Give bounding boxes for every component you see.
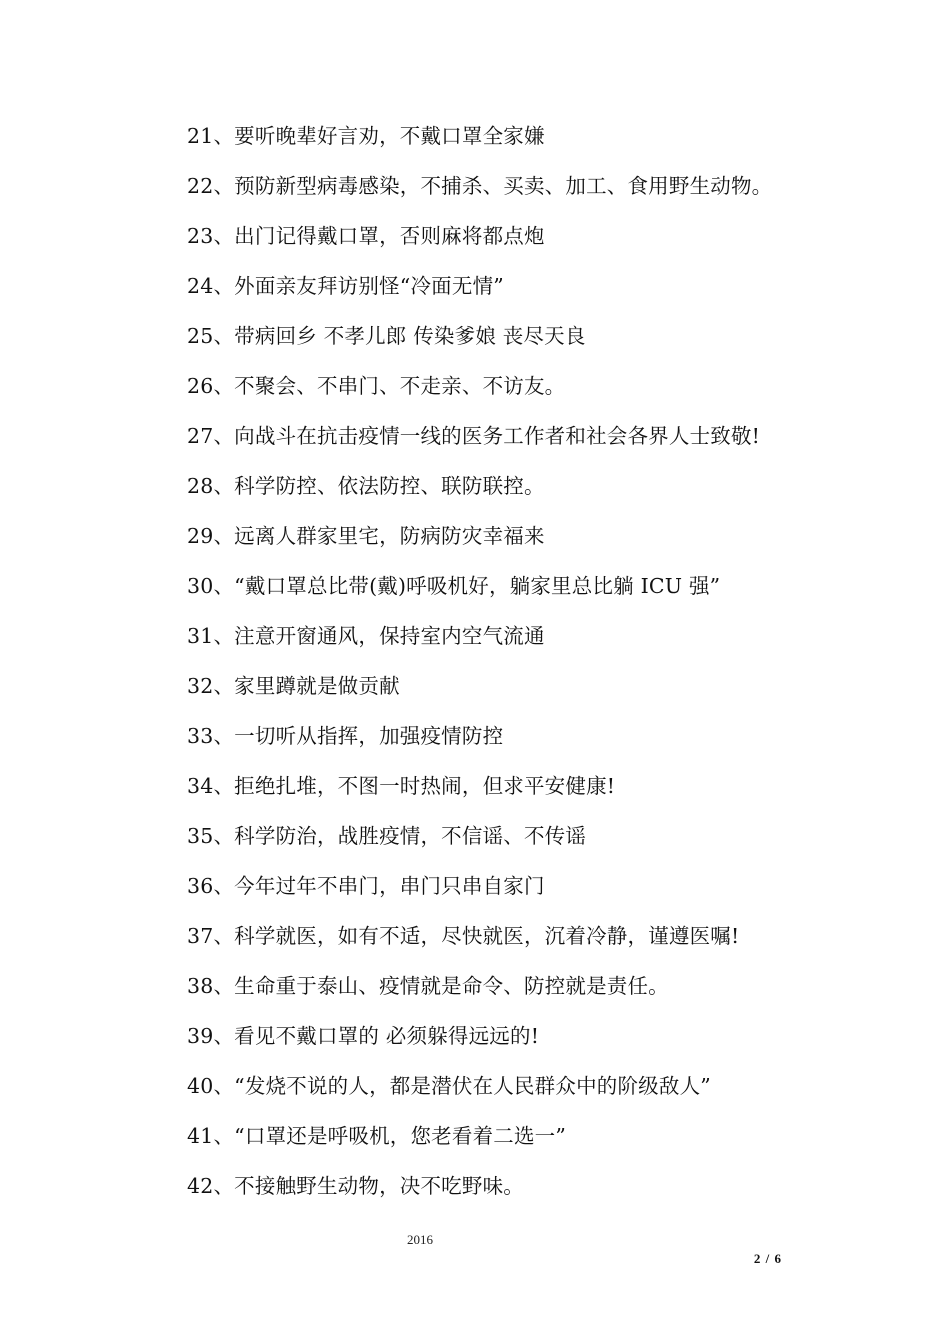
list-item: 36、今年过年不串门，串门只串自家门 xyxy=(187,874,545,898)
list-item: 30、“戴口罩总比带(戴)呼吸机好，躺家里总比躺 ICU 强” xyxy=(187,574,721,598)
list-item: 33、一切听从指挥，加强疫情防控 xyxy=(187,724,504,748)
list-item: 40、“发烧不说的人，都是潜伏在人民群众中的阶级敌人” xyxy=(187,1074,711,1098)
list-item: 26、不聚会、不串门、不走亲、不访友。 xyxy=(187,374,566,398)
list-item: 39、看见不戴口罩的 必须躲得远远的! xyxy=(187,1024,540,1048)
list-item: 24、外面亲友拜访别怪“冷面无情” xyxy=(187,274,504,298)
slogan-list xyxy=(187,118,887,1218)
list-item: 27、向战斗在抗击疫情一线的医务工作者和社会各界人士致敬! xyxy=(187,424,761,448)
list-item: 25、带病回乡 不孝儿郎 传染爹娘 丧尽天良 xyxy=(187,324,586,348)
list-item: 28、科学防控、依法防控、联防联控。 xyxy=(187,474,545,498)
list-item: 21、要听晚辈好言劝，不戴口罩全家嫌 xyxy=(187,124,545,148)
list-item: 42、不接触野生动物，决不吃野味。 xyxy=(187,1174,524,1198)
list-item: 41、“口罩还是呼吸机，您老看着二选一” xyxy=(187,1124,567,1148)
list-item: 23、出门记得戴口罩，否则麻将都点炮 xyxy=(187,224,545,248)
list-item: 29、远离人群家里宅，防病防灾幸福来 xyxy=(187,524,545,548)
page-number: 2 / 6 xyxy=(753,1251,782,1266)
list-item: 22、预防新型病毒感染，不捕杀、买卖、加工、食用野生动物。 xyxy=(187,174,773,198)
footer-year: 2016 xyxy=(407,1232,433,1247)
list-item: 35、科学防治，战胜疫情，不信谣、不传谣 xyxy=(187,824,587,848)
list-item: 31、注意开窗通风，保持室内空气流通 xyxy=(187,624,545,648)
list-item: 34、拒绝扎堆，不图一时热闹，但求平安健康! xyxy=(187,774,616,798)
list-item: 38、生命重于泰山、疫情就是命令、防控就是责任。 xyxy=(187,974,669,998)
list-item: 32、家里蹲就是做贡献 xyxy=(187,674,400,698)
list-item: 37、科学就医，如有不适，尽快就医，沉着冷静，谨遵医嘱! xyxy=(187,924,740,948)
